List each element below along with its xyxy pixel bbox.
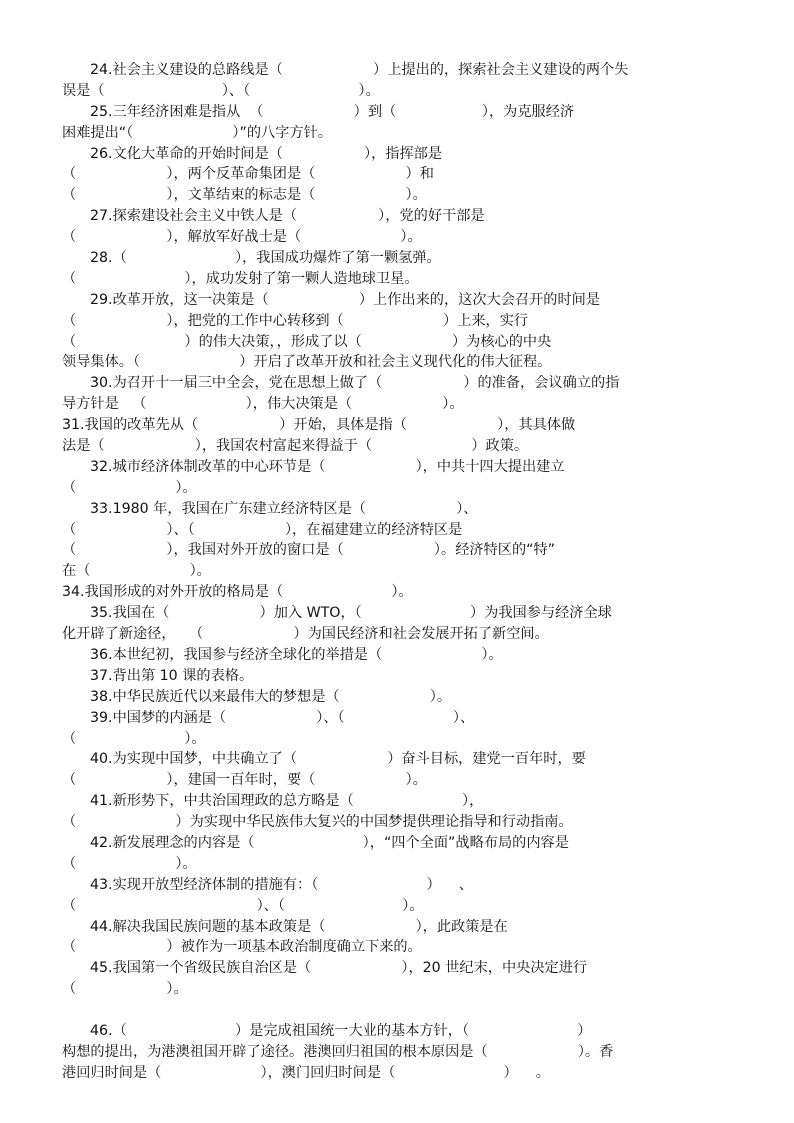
text-line: 44.解决我国民族问题的基本政策是（ ），此政策是在	[90, 918, 508, 935]
text-line: 领导集体。（ ）开启了改革开放和社会主义现代化的伟大征程。	[62, 354, 552, 371]
text-line: 37.背出第 10 课的表格。	[90, 667, 254, 684]
text-line: 41.新形势下，中共治国理政的总方略是（ ），	[90, 793, 484, 810]
text-line: 26.文化大革命的开始时间是（ ），指挥部是	[90, 145, 443, 162]
text-line: 25.三年经济困难是指从 （ ）到（ ），为克服经济	[90, 103, 575, 120]
text-line: （ ），两个反革命集团是（ ）和	[62, 166, 434, 183]
text-line: （ ），文革结束的标志是（ ）。	[62, 187, 427, 204]
text-line: （ ）。	[62, 730, 206, 747]
text-line: （ ）、（ ）。	[62, 897, 424, 914]
text-line: 在（ ）。	[62, 563, 211, 580]
text-line	[62, 1000, 736, 1021]
text-line: （ ），建国一百年时，要（ ）。	[62, 772, 427, 789]
text-line: 27.探索建设社会主义中铁人是（ ），党的好干部是	[90, 208, 485, 225]
text-line: 39.中国梦的内涵是（ ）、（ ）、	[90, 709, 475, 726]
text-line: 34.我国形成的对外开放的格局是（ ）。	[62, 584, 413, 601]
question-text-block	[62, 60, 736, 1084]
text-line: 误是（ ）、（ ）。	[62, 82, 380, 99]
text-line: （ ）。	[62, 981, 188, 998]
text-line: 43.实现开放型经济体制的措施有：（ ） 、	[90, 876, 473, 893]
text-line: 法是（ ），我国农村富起来得益于（ ）政策。	[62, 438, 529, 455]
text-line: 36.本世纪初，我国参与经济全球化的举措是（ ）。	[90, 646, 503, 663]
text-line: 45.我国第一个省级民族自治区是（ ），20 世纪末，中央决定进行	[90, 960, 588, 977]
text-line: 42.新发展理念的内容是（ ），“四个全面”战略布局的内容是	[90, 834, 569, 851]
text-line: （ ）的伟大决策，，形成了以（ ）为核心的中央	[62, 333, 552, 350]
text-line: 24.社会主义建设的总路线是（ ）上提出的，探索社会主义建设的两个失	[90, 62, 629, 78]
text-line: 28.（ ），我国成功爆炸了第一颗氢弹。	[90, 250, 441, 267]
text-line: 32.城市经济体制改革的中心环节是（ ），中共十四大提出建立	[90, 458, 565, 475]
text-line: 化开辟了新途径， （ ）为国民经济和社会发展开拓了新空间。	[62, 626, 549, 643]
text-line: （ ）为实现中华民族伟大复兴的中国梦提供理论指导和行动指南。	[62, 814, 573, 831]
text-line: 构想的提出，为港澳祖国开辟了途径。港澳回归祖国的根本原因是（ ）。香	[62, 1043, 614, 1060]
text-line: 33.1980 年，我国在广东建立经济特区是（ ）、	[90, 500, 478, 517]
text-line: （ ），解放军好战士是（ ）。	[62, 229, 422, 246]
text-line: 35.我国在（ ）加入 WTO，（ ）为我国参与经济全球	[90, 605, 612, 622]
text-line: （ ），我国对外开放的窗口是（ ）。经济特区的“特”	[62, 542, 556, 559]
text-line: （ ）被作为一项基本政治制度确立下来的。	[62, 939, 422, 956]
text-line: 29.改革开放，这一决策是（ ）上作出来的，这次大会召开的时间是	[90, 291, 601, 308]
text-line: （ ）。	[62, 479, 197, 496]
text-line: 困难提出“（ ）”的八字方针。	[62, 124, 332, 141]
text-line: （ ），成功发射了第一颗人造地球卫星。	[62, 270, 419, 287]
text-line: （ ），把党的工作中心转移到（ ）上来，实行	[62, 312, 529, 329]
text-line: 港回归时间是（ ），澳门回归时间是（ ） 。	[62, 1064, 550, 1081]
text-line: （ ）。	[62, 855, 197, 872]
text-line: 31.我国的改革先从（ ）开始，具体是指（ ），其具体做	[62, 417, 576, 434]
text-line: 30.为召开十一届三中全会，党在思想上做了（ ）的准备，会议确立的指	[90, 375, 620, 392]
text-line: 导方针是 （ ），伟大决策是（ ）。	[62, 396, 464, 413]
text-line: 40.为实现中国梦，中共确立了（ ）奋斗目标，建党一百年时，要	[90, 751, 586, 768]
text-line: 38.中华民族近代以来最伟大的梦想是（ ）。	[90, 688, 452, 705]
text-line: 46.（ ）是完成祖国统一大业的基本方针，（ ）	[90, 1022, 592, 1039]
text-line: （ ）、（ ），在福建建立的经济特区是	[62, 521, 463, 538]
